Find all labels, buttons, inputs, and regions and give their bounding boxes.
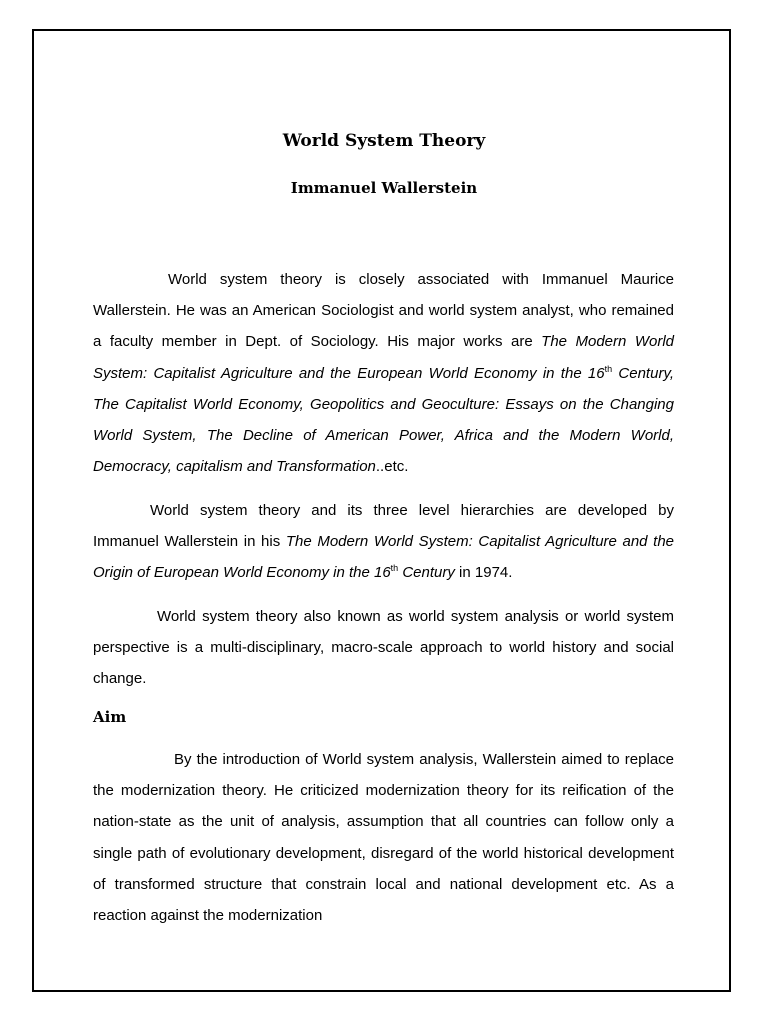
paragraph-definition-text: World system theory also known as world system analysis or world system perspective is a multi-disciplinary, macro-scale approach to world history and social change.	[93, 608, 674, 688]
ordinal-suffix: th	[604, 363, 613, 374]
paragraph-definition	[93, 601, 674, 695]
paragraph-aim	[93, 744, 674, 931]
major-works-title-2: Century, The Capitalist World Economy, Geopolitics and Geoculture: Essays on the Changing World System, The Decline of American Power, Africa and the Modern World, Democracy, capitalism and Transformation	[93, 364, 674, 476]
paragraph-intro	[93, 264, 674, 482]
document-title: World System Theory	[282, 131, 486, 151]
paragraph-hierarchies	[93, 495, 674, 589]
document-author: Immanuel Wallerstein	[290, 179, 478, 197]
book-title-1: The Modern World System: Capitalist Agriculture and the Origin of European World Economy in the 16	[93, 533, 675, 582]
paragraph-intro-ending: ..etc.	[375, 458, 409, 476]
paragraph-hierarchies-text: World system theory and its three level hierarchies are developed by Immanuel Wallerstein in his	[93, 502, 674, 551]
book-title-2: Century	[398, 564, 455, 582]
major-works-title-1: The Modern World System: Capitalist Agriculture and the European World Economy in the 16	[93, 333, 674, 382]
paragraph-intro-text: World system theory is closely associated with Immanuel Maurice Wallerstein. He was an American Sociologist and world system analyst, who remained a faculty member in Dept. of Sociology. His major works are	[93, 271, 674, 351]
paragraph-hierarchies-ending: in 1974.	[454, 564, 513, 582]
paragraph-aim-text: By the introduction of World system analysis, Wallerstein aimed to replace the modernization theory. He criticized modernization theory for its reification of the nation-state as the unit of analysis, assumption that all countries can follow only a single path of evolutionary development, disregard of the world historical development of transformed structure that constrain local and national development etc. As a reaction against the modernization	[93, 751, 674, 925]
section-heading-aim: Aim	[93, 708, 127, 726]
ordinal-suffix: th	[390, 563, 399, 574]
